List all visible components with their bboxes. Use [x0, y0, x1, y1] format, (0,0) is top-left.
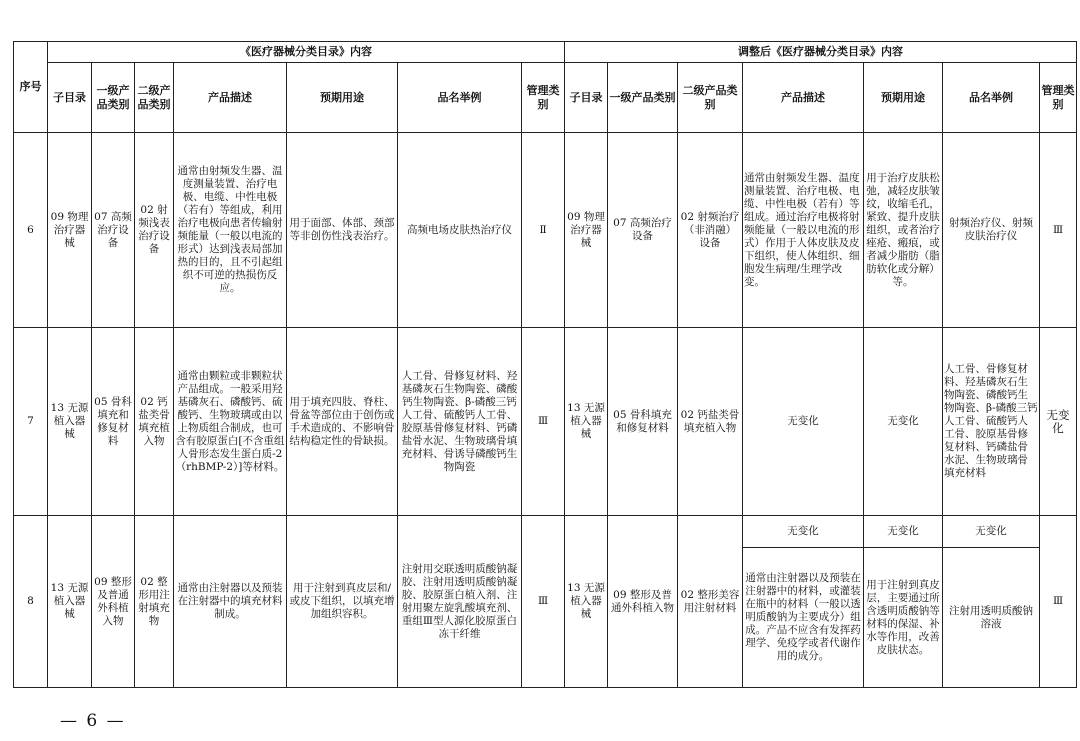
header-new-desc: 产品描述 — [743, 63, 864, 133]
header-orig-use: 预期用途 — [287, 63, 398, 133]
orig-cat1: 07 高频治疗设备 — [92, 133, 135, 328]
new-use: 用于治疗皮肤松弛，减轻皮肤皱纹，收缩毛孔，紧致、提升皮肤组织，或者治疗痤疮、瘢痕，或者减少脂肪（脂肪软化或分解）等。 — [864, 133, 943, 328]
classification-table — [13, 41, 1077, 688]
orig-examples: 注射用交联透明质酸钠凝胶、注射用透明质酸钠凝胶、胶原蛋白植入剂、注射用聚左旋乳酸填充剂、重组Ⅲ型人源化胶原蛋白冻干纤维 — [398, 516, 522, 688]
new-cat2: 02 钙盐类骨填充植入物 — [678, 328, 743, 516]
header-orig-class: 管理类别 — [522, 63, 565, 133]
orig-cat2: 02 射频浅表治疗设备 — [135, 133, 174, 328]
header-new-group: 调整后《医疗器械分类目录》内容 — [565, 42, 1077, 63]
new-sub: 13 无源植入器械 — [565, 516, 608, 688]
new-class: Ⅲ — [1040, 133, 1077, 328]
header-new-cat2: 二级产品类别 — [678, 63, 743, 133]
header-new-sub: 子目录 — [565, 63, 608, 133]
header-orig-cat2: 二级产品类别 — [135, 63, 174, 133]
new-class: 无变化 — [1040, 328, 1077, 516]
new-sub: 09 物理治疗器械 — [565, 133, 608, 328]
header-orig-cat1: 一级产品类别 — [92, 63, 135, 133]
new-examples: 注射用透明质酸钠溶液 — [943, 548, 1040, 688]
row-seq: 6 — [14, 133, 48, 328]
orig-desc: 通常由注射器以及预装在注射器中的填充材料制成。 — [174, 516, 287, 688]
new-cat1: 05 骨科填充和修复材料 — [608, 328, 678, 516]
new-desc: 无变化 — [743, 328, 864, 516]
table-row — [14, 516, 1077, 548]
new-cat2: 02 射频治疗（非消融）设备 — [678, 133, 743, 328]
orig-cat1: 09 整形及普通外科植入物 — [92, 516, 135, 688]
table-row — [14, 133, 1077, 328]
header-row-groups — [14, 42, 1077, 63]
orig-sub: 09 物理治疗器械 — [48, 133, 92, 328]
orig-use: 用于填充四肢、脊柱、骨盆等部位由于创伤或手术造成的、不影响骨结构稳定性的骨缺损。 — [287, 328, 398, 516]
orig-class: Ⅲ — [522, 328, 565, 516]
new-use: 无变化 — [864, 328, 943, 516]
new-use: 用于注射到真皮层，主要通过所含透明质酸钠等材料的保湿、补水等作用，改善皮肤状态。 — [864, 548, 943, 688]
header-new-cat1: 一级产品类别 — [608, 63, 678, 133]
header-new-examples: 品名举例 — [943, 63, 1040, 133]
page-number: — 6 — — [60, 711, 126, 731]
new-use-nochange: 无变化 — [864, 516, 943, 548]
orig-desc: 通常由颗粒或非颗粒状产品组成。一般采用羟基磷灰石、磷酸钙、硫酸钙、生物玻璃或由以上物质组合制成，也可含有胶原蛋白[不含重组人骨形态发生蛋白质-2（rhBMP-2）]等材料。 — [174, 328, 287, 516]
orig-cat2: 02 钙盐类骨填充植入物 — [135, 328, 174, 516]
new-desc: 通常由射频发生器、温度测量装置、治疗电极、电缆、中性电极（若有）等组成。通过治疗电极将射频能量（一般以电流的形式）作用于人体皮肤及皮下组织，使人体组织、细胞发生病理/生理学改变。 — [743, 133, 864, 328]
orig-examples: 人工骨、骨修复材料、羟基磷灰石生物陶瓷、磷酸钙生物陶瓷、β-磷酸三钙人工骨、硫酸钙人工骨、胶原基骨修复材料、钙磷盐骨水泥、生物玻璃骨填充材料、骨诱导磷酸钙生物陶瓷 — [398, 328, 522, 516]
orig-desc: 通常由射频发生器、温度测量装置、治疗电极、电缆、中性电极（若有）等组成，利用治疗电极向患者传输射频能量（一般以电流的形式）达到浅表局部加热的目的，且不引起组织不可逆的热损伤反应。 — [174, 133, 287, 328]
new-examples: 射频治疗仪、射频皮肤治疗仪 — [943, 133, 1040, 328]
new-cat1: 07 高频治疗设备 — [608, 133, 678, 328]
new-examples-nochange: 无变化 — [943, 516, 1040, 548]
header-orig-desc: 产品描述 — [174, 63, 287, 133]
row-seq: 7 — [14, 328, 48, 516]
header-orig-sub: 子目录 — [48, 63, 92, 133]
orig-use: 用于面部、体部、颈部等非创伤性浅表治疗。 — [287, 133, 398, 328]
orig-class: Ⅲ — [522, 516, 565, 688]
table-row — [14, 328, 1077, 516]
new-sub: 13 无源植入器械 — [565, 328, 608, 516]
new-desc-nochange: 无变化 — [743, 516, 864, 548]
header-new-class: 管理类别 — [1040, 63, 1077, 133]
orig-use: 用于注射到真皮层和/或皮下组织，以填充增加组织容积。 — [287, 516, 398, 688]
orig-cat1: 05 骨科填充和修复材料 — [92, 328, 135, 516]
header-new-use: 预期用途 — [864, 63, 943, 133]
orig-examples: 高频电场皮肤热治疗仪 — [398, 133, 522, 328]
new-cat2: 02 整形美容用注射材料 — [678, 516, 743, 688]
header-orig-group: 《医疗器械分类目录》内容 — [48, 42, 565, 63]
new-class: Ⅲ — [1040, 516, 1077, 688]
new-desc: 通常由注射器以及预装在注射器中的材料，或灌装在瓶中的材料（一般以透明质酸钠为主要成分）组成。产品不应含有发挥药理学、免疫学或者代谢作用的成分。 — [743, 548, 864, 688]
row-seq: 8 — [14, 516, 48, 688]
header-orig-examples: 品名举例 — [398, 63, 522, 133]
new-cat1: 09 整形及普通外科植入物 — [608, 516, 678, 688]
orig-cat2: 02 整形用注射填充物 — [135, 516, 174, 688]
new-examples: 人工骨、骨修复材料、羟基磷灰石生物陶瓷、磷酸钙生物陶瓷、β-磷酸三钙人工骨、硫酸钙人工骨、胶原基骨修复材料、钙磷盐骨水泥、生物玻璃骨填充材料 — [943, 328, 1040, 516]
orig-sub: 13 无源植入器械 — [48, 516, 92, 688]
header-seq: 序号 — [14, 42, 48, 133]
orig-class: Ⅱ — [522, 133, 565, 328]
orig-sub: 13 无源植入器械 — [48, 328, 92, 516]
header-row-columns — [14, 63, 1077, 133]
